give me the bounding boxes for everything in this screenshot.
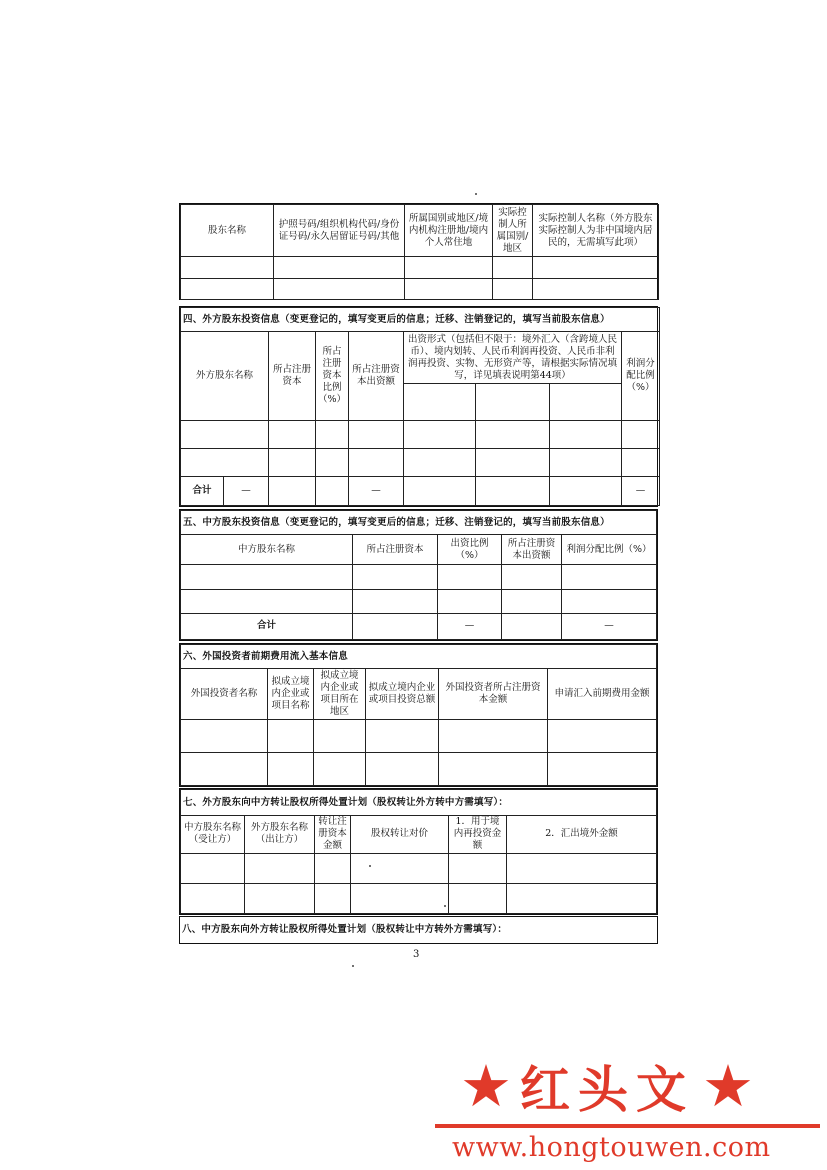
- col-remit-amount: 2．汇出境外金额: [507, 816, 657, 853]
- scan-speck: [369, 865, 371, 867]
- section-6-title: 六、外国投资者前期费用流入基本信息: [181, 645, 657, 669]
- star-icon: ★: [460, 1052, 512, 1120]
- table-row: [181, 257, 659, 279]
- table-row: [181, 853, 657, 883]
- col-enterprise-name: 拟成立境内企业或项目名称: [268, 669, 314, 719]
- col-capital-ratio: 所占注册资本比例（%）: [316, 332, 349, 420]
- table-row: [181, 448, 660, 476]
- col-id-number: 护照号码/组织机构代码/身份证号码/永久居留证号码/其他: [274, 205, 405, 257]
- dash-mark: —: [224, 476, 269, 505]
- col-capital-contribution: 所占注册资本出资额: [349, 332, 404, 420]
- col-domestic-shareholder: 中方股东名称: [181, 535, 353, 565]
- col-transfer-price: 股权转让对价: [351, 816, 449, 853]
- table-row: [181, 420, 660, 448]
- dash-mark: —: [349, 476, 404, 505]
- col-country-region: 所属国别或地区/境内机构注册地/境内个人常住地: [405, 205, 493, 257]
- col-transferor: 外方股东名称（出让方）: [245, 816, 315, 853]
- total-row: [181, 613, 657, 639]
- section-prepaid-expenses: [179, 643, 658, 787]
- col-contribution-form: 出资形式（包括但不限于：境外汇入（含跨境人民币）、境内划转、人民币利润再投资、人民币非利润再投资、实物、无形资产等，请根据实际情况填写，详见填表说明第44项）: [404, 332, 622, 384]
- col-controller-country: 实际控制人所属国别/地区: [493, 205, 533, 257]
- col-registered-capital-amount: 外国投资者所占注册资本金额: [439, 669, 548, 719]
- table-row: [181, 565, 657, 589]
- col-total-investment: 拟成立境内企业或项目投资总额: [366, 669, 439, 719]
- col-transferee: 中方股东名称（受让方）: [181, 816, 245, 853]
- section-7-title: 七、外方股东向中方转让股权所得处置计划（股权转让外方转中方需填写）：: [181, 790, 657, 816]
- section-foreign-investment: [179, 306, 658, 507]
- col-profit-ratio: 利润分配比例（%）: [562, 535, 657, 565]
- col-capital-contribution: 所占注册资本出资额: [502, 535, 562, 565]
- table-row: [181, 589, 657, 613]
- col-transfer-capital: 转让注册资本金额: [315, 816, 351, 853]
- shareholder-control-table: [179, 203, 658, 300]
- total-label: 合计: [181, 613, 353, 639]
- table-row: [181, 279, 659, 300]
- table-row: [181, 719, 657, 752]
- table-row: [181, 752, 657, 785]
- star-icon: ★: [702, 1052, 754, 1120]
- section-domestic-investment: [179, 509, 658, 641]
- section-5-title: 五、中方股东投资信息（变更登记的，填写变更后的信息；迁移、注销登记的，填写当前股东信息）: [181, 511, 657, 535]
- dash-mark: —: [438, 613, 502, 639]
- col-reinvest-amount: 1．用于境内再投资金额: [449, 816, 507, 853]
- total-row: [181, 476, 660, 505]
- col-shareholder-name: 股东名称: [181, 205, 274, 257]
- col-foreign-shareholder: 外方股东名称: [181, 332, 269, 420]
- col-controller-name: 实际控制人名称（外方股东实际控制人为非中国境内居民的，无需填写此项）: [533, 205, 659, 257]
- dash-mark: —: [622, 476, 660, 505]
- watermark-url: www.hongtouwen.com: [452, 1132, 771, 1163]
- col-registered-capital: 所占注册资本: [269, 332, 316, 420]
- col-profit-ratio: 利润分配比例（%）: [622, 332, 660, 420]
- section-4-title: 四、外方股东投资信息（变更登记的，填写变更后的信息；迁移、注销登记的，填写当前股东信息）: [181, 308, 660, 332]
- col-registered-capital: 所占注册资本: [353, 535, 438, 565]
- table-row: [181, 883, 657, 913]
- scan-speck: [352, 965, 354, 967]
- watermark-text: 红头文: [520, 1061, 694, 1119]
- dash-mark: —: [562, 613, 657, 639]
- col-contribution-ratio: 出资比例（%）: [438, 535, 502, 565]
- watermark: [430, 1050, 827, 1170]
- watermark-divider: [435, 1124, 820, 1128]
- total-label: 合计: [181, 476, 224, 505]
- col-enterprise-region: 拟成立境内企业或项目所在地区: [314, 669, 366, 719]
- section-8-title: 八、中方股东向外方转让股权所得处置计划（股权转让中方转外方需填写）：: [182, 924, 508, 935]
- scan-speck: [444, 905, 446, 907]
- scan-speck: [475, 193, 477, 195]
- col-investor-name: 外国投资者名称: [181, 669, 268, 719]
- section-domestic-transfer-plan: [179, 916, 658, 944]
- page-number: 3: [413, 949, 420, 960]
- section-foreign-transfer-plan: [179, 788, 658, 915]
- col-prepaid-amount: 申请汇入前期费用金额: [548, 669, 657, 719]
